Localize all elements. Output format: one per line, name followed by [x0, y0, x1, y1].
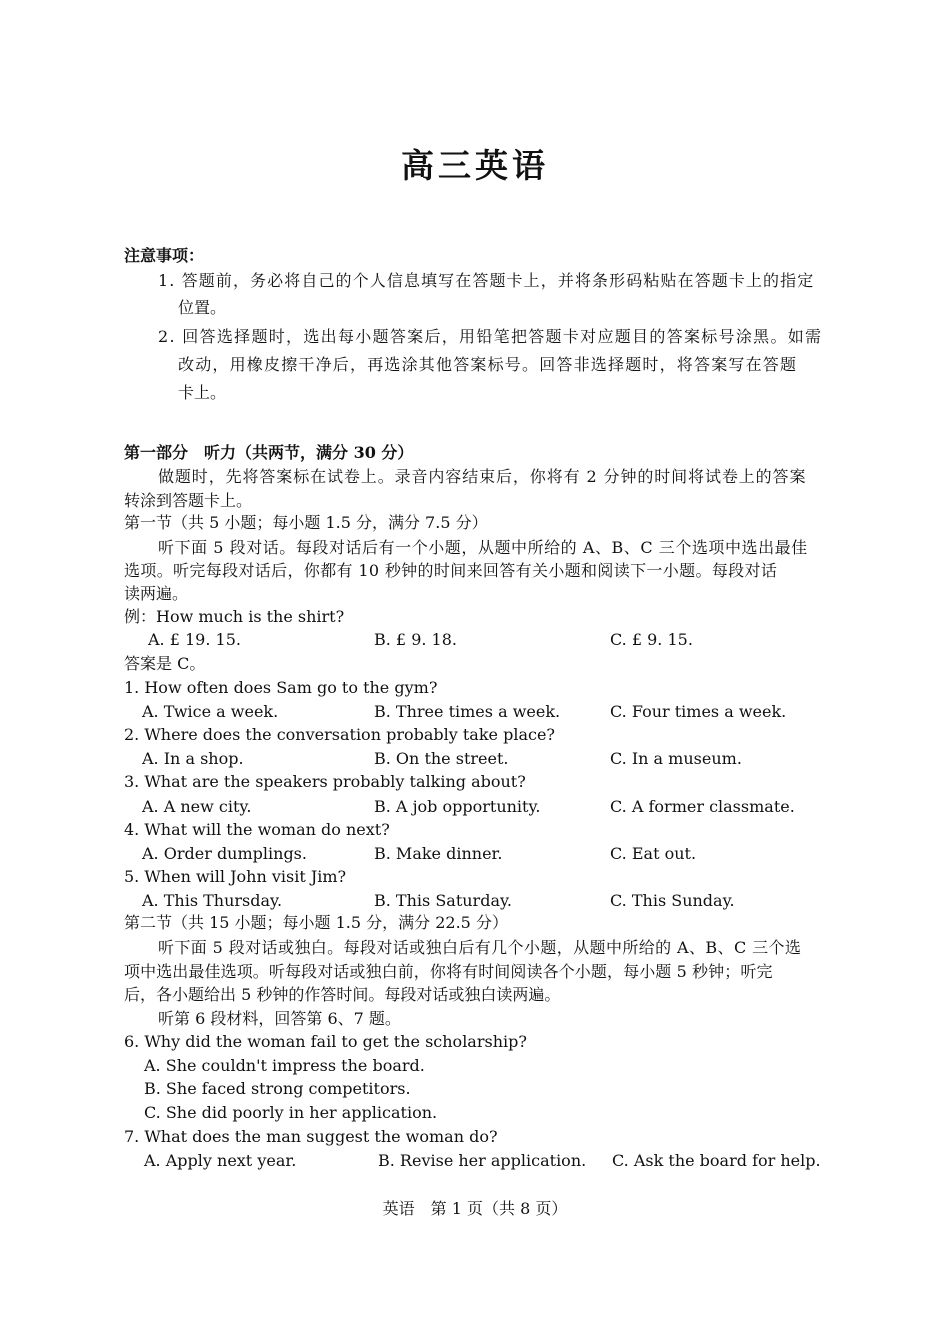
option-b: B. Three times a week.: [374, 702, 561, 721]
notice-line: 改动，用橡皮擦干净后，再选涂其他答案标号。回答非选择题时，将答案写在答题: [178, 355, 798, 374]
section2-intro: 项中选出最佳选项。听每段对话或独白前，你将有时间阅读各个小题，每小题 5 秒钟；听完: [124, 962, 773, 981]
page-title: 高三英语: [401, 146, 549, 185]
option-b: B. Make dinner.: [374, 844, 503, 863]
option-c: C. A former classmate.: [610, 797, 795, 816]
question-text: 2. Where does the conversation probably take place?: [124, 725, 555, 744]
section1-intro: 听下面 5 段对话。每段对话后有一个小题，从题中所给的 A、B、C 三个选项中选出最佳: [158, 538, 808, 557]
option-b: B. She faced strong competitors.: [144, 1079, 411, 1098]
option-b: B. On the street.: [374, 749, 509, 768]
option-c: C. She did poorly in her application.: [144, 1103, 438, 1122]
option-a: A. Twice a week.: [142, 702, 279, 721]
material-note: 听第 6 段材料，回答第 6、7 题。: [158, 1009, 401, 1028]
option-a: A. She couldn't impress the board.: [144, 1056, 425, 1075]
notice-line: 2. 回答选择题时，选出每小题答案后，用铅笔把答题卡对应题目的答案标号涂黑。如需: [158, 327, 823, 346]
notice-line: 位置。: [178, 298, 227, 317]
option-b: B. Revise her application.: [378, 1151, 587, 1170]
example-answer: 答案是 C。: [124, 654, 206, 673]
example-question: 例：How much is the shirt?: [124, 607, 345, 626]
page-footer: 英语 第 1 页（共 8 页）: [382, 1199, 568, 1218]
section1-intro: 选项。听完每段对话后，你都有 10 秒钟的时间来回答有关小题和阅读下一小题。每段对话: [124, 561, 778, 580]
option-c: C. Four times a week.: [610, 702, 787, 721]
section2-intro: 听下面 5 段对话或独白。每段对话或独白后有几个小题，从题中所给的 A、B、C 三个选: [158, 938, 802, 957]
option-c: C. This Sunday.: [610, 891, 735, 910]
section2-intro: 后，各小题给出 5 秒钟的作答时间。每段对话或独白读两遍。: [124, 985, 561, 1004]
section2-heading: 第二节（共 15 小题；每小题 1.5 分，满分 22.5 分）: [124, 913, 508, 932]
option-a: A. This Thursday.: [142, 891, 283, 910]
question-text: 7. What does the man suggest the woman do?: [124, 1127, 498, 1146]
question-text: 6. Why did the woman fail to get the scholarship?: [124, 1032, 527, 1051]
question-text: 4. What will the woman do next?: [124, 820, 390, 839]
part1-heading: 第一部分 听力（共两节，满分 30 分）: [124, 443, 414, 462]
question-text: 3. What are the speakers probably talking about?: [124, 772, 526, 791]
part1-intro: 做题时，先将答案标在试卷上。录音内容结束后，你将有 2 分钟的时间将试卷上的答案: [158, 467, 807, 486]
question-text: 5. When will John visit Jim?: [124, 867, 347, 886]
option-c: C. Ask the board for help.: [612, 1151, 821, 1170]
section1-heading: 第一节（共 5 小题；每小题 1.5 分，满分 7.5 分）: [124, 513, 488, 532]
option-a: A. A new city.: [142, 797, 252, 816]
option-a: A. Apply next year.: [144, 1151, 297, 1170]
section1-intro: 读两遍。: [124, 584, 189, 603]
option-a: A. Order dumplings.: [142, 844, 307, 863]
example-option-b: B. £ 9. 18.: [374, 630, 457, 649]
option-b: B. A job opportunity.: [374, 797, 541, 816]
question-text: 1. How often does Sam go to the gym?: [124, 678, 438, 697]
option-b: B. This Saturday.: [374, 891, 512, 910]
example-option-a: A. £ 19. 15.: [148, 630, 241, 649]
notice-heading: 注意事项：: [124, 246, 205, 265]
option-c: C. Eat out.: [610, 844, 697, 863]
part1-intro: 转涂到答题卡上。: [124, 491, 253, 510]
notice-line: 1. 答题前，务必将自己的个人信息填写在答题卡上，并将条形码粘贴在答题卡上的指定: [158, 271, 815, 290]
option-a: A. In a shop.: [142, 749, 244, 768]
notice-line: 卡上。: [178, 383, 227, 402]
example-option-c: C. £ 9. 15.: [610, 630, 693, 649]
option-c: C. In a museum.: [610, 749, 742, 768]
